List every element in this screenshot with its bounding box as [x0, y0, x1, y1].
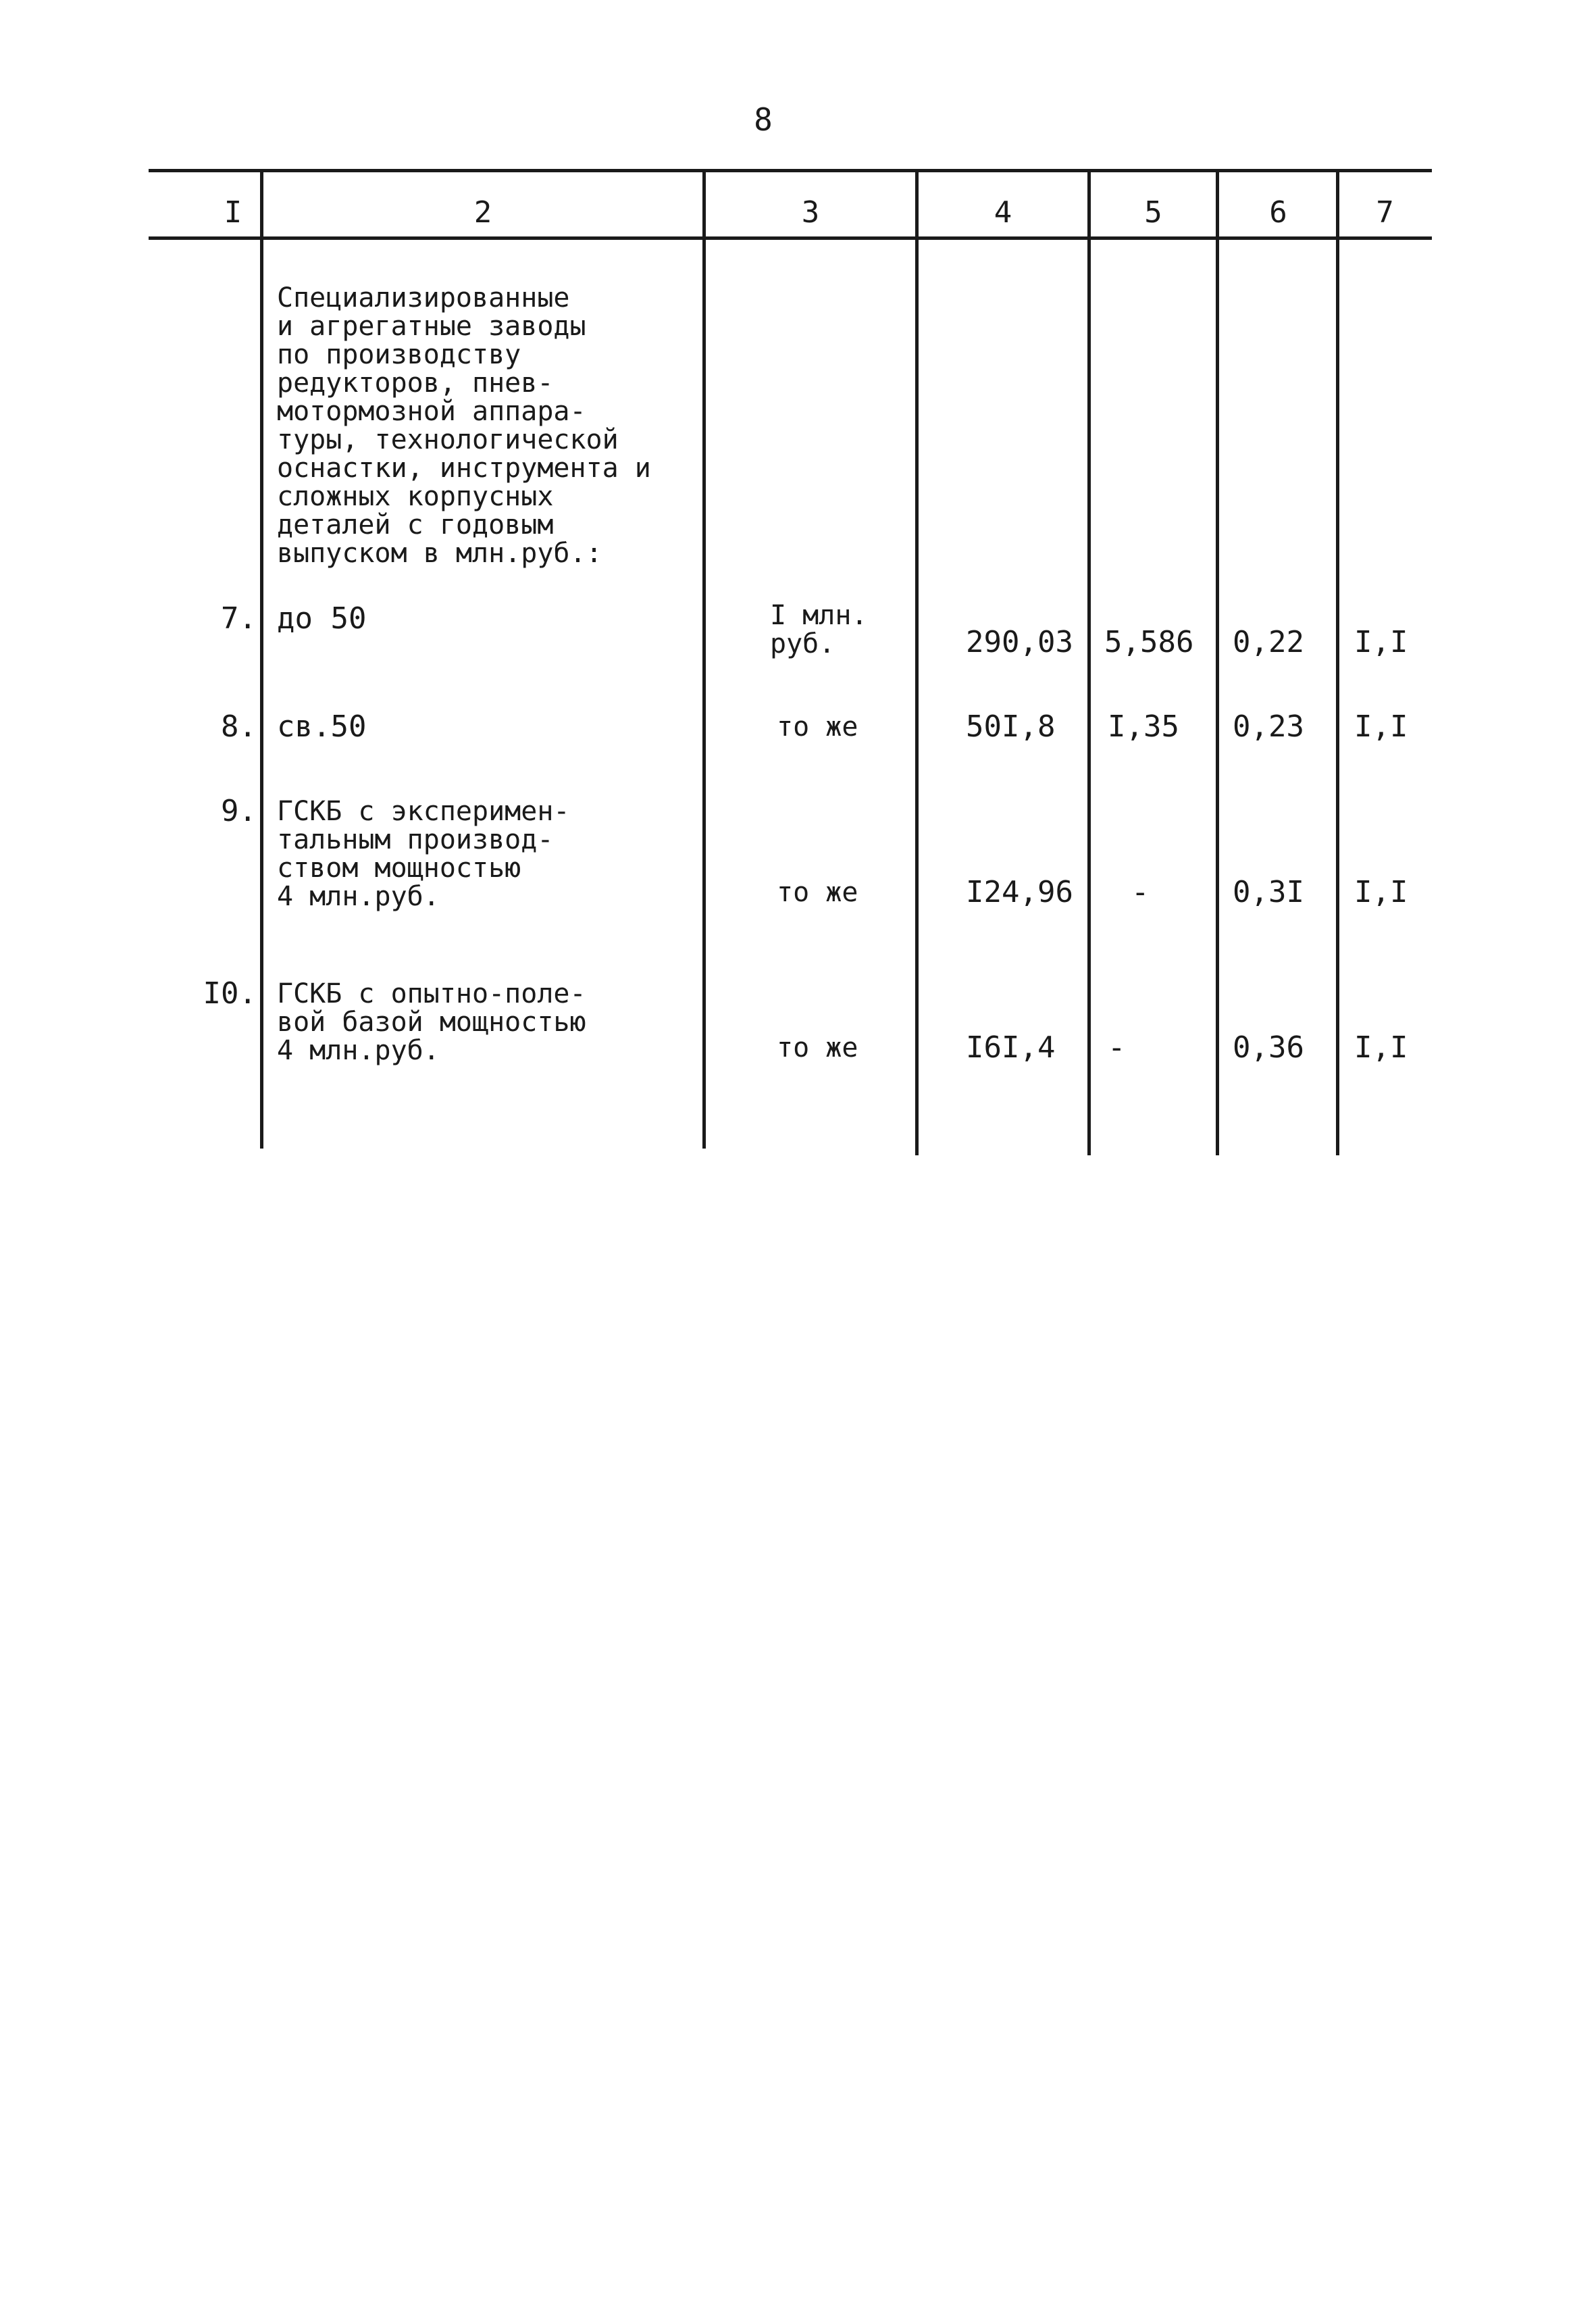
row-c4: 290,03: [966, 625, 1073, 659]
table-top-rule: [149, 169, 1432, 172]
row-c4: I6I,4: [966, 1030, 1056, 1065]
row-c7: I,I: [1354, 709, 1408, 744]
row-number: 7.: [221, 601, 257, 636]
row-number: 8.: [221, 709, 257, 744]
header-col-5: 5: [1144, 195, 1162, 230]
header-col-6: 6: [1269, 195, 1287, 230]
row-unit: то же: [777, 1032, 858, 1063]
row-c6: 0,36: [1233, 1030, 1304, 1065]
row-number: 9.: [221, 794, 257, 828]
row-name: до 50: [277, 601, 367, 636]
header-col-1: I: [224, 195, 242, 230]
header-col-2: 2: [473, 195, 492, 230]
row-unit: I млн. руб.: [770, 600, 868, 659]
row-name: св.50: [277, 709, 367, 744]
row-number: I0.: [203, 976, 257, 1011]
header-col-3: 3: [801, 195, 820, 230]
row-c6: 0,3I: [1233, 875, 1304, 909]
column-divider: [260, 169, 263, 1149]
row-c4: I24,96: [966, 875, 1073, 909]
row-name: ГСКБ с эксперимен- тальным производ- ством мощностью 4 млн.руб.: [277, 796, 570, 912]
row-c7: I,I: [1354, 625, 1408, 659]
row-name: ГСКБ с опытно-поле- вой базой мощностью 4 млн.руб.: [277, 978, 586, 1066]
row-c5: I,35: [1108, 709, 1179, 744]
column-divider: [1336, 169, 1339, 1155]
group-heading: Специализированные и агрегатные заводы по производству редукторов, пнев- мотормозной аппара- туры, технологической оснастки, инструмента и сложных корпусных деталей с годовым выпуском в млн.руб.:: [277, 282, 651, 569]
row-c7: I,I: [1354, 1030, 1408, 1065]
row-c6: 0,23: [1233, 709, 1304, 744]
header-bottom-rule: [149, 236, 1432, 240]
row-unit: то же: [777, 711, 858, 743]
row-c6: 0,22: [1233, 625, 1304, 659]
row-c5: 5,586: [1104, 625, 1194, 659]
row-c4: 50I,8: [966, 709, 1056, 744]
column-divider: [1216, 169, 1219, 1155]
column-divider: [915, 169, 919, 1155]
column-divider: [1087, 169, 1091, 1155]
row-c7: I,I: [1354, 875, 1408, 909]
header-col-7: 7: [1376, 195, 1394, 230]
header-col-4: 4: [994, 195, 1012, 230]
page-number: 8: [754, 101, 773, 138]
column-divider: [702, 169, 706, 1149]
row-c5: -: [1108, 1030, 1126, 1065]
row-unit: то же: [777, 877, 858, 908]
row-c5: -: [1131, 875, 1150, 909]
